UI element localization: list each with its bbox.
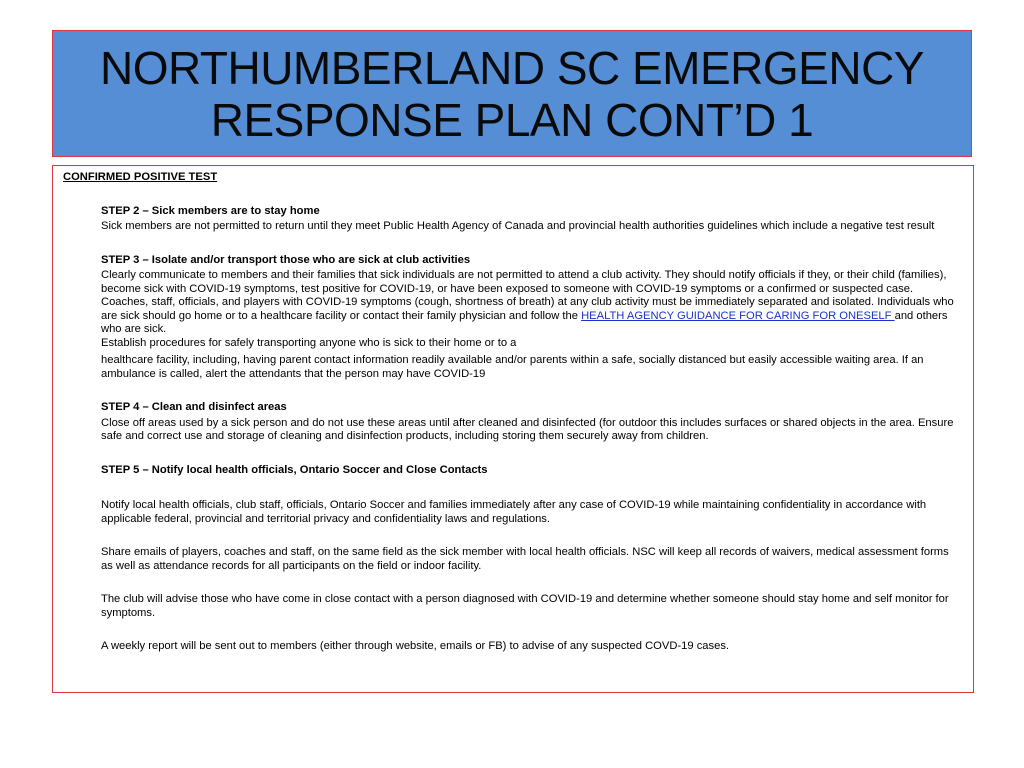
step-2-heading: STEP 2 – Sick members are to stay home xyxy=(101,204,320,217)
step-5-heading: STEP 5 – Notify local health officials, Ontario Soccer and Close Contacts xyxy=(101,463,488,476)
step-3-body-text: Clearly communicate to members and their families that sick individuals are not permitted to attend a club activity. They should notify officials if they, or their child (families), become sick with COVID-19 symptoms, test positive for COVID-19, or have been exposed to someone with COVID-19 symptoms or a confirmed or suspected case. Coaches, staff, officials, and players with COVID-19 symptoms (cough, shortness of breath) at any club activity must be immediately separated and isolated. Individuals who are sick should go home or to a healthcare facility or contact their family physician and follow the xyxy=(101,269,954,322)
step-5-advise-para: The club will advise those who have come in close contact with a person diagnosed with COVID-19 and determine whether someone should stay home and self monitor for symptoms. xyxy=(101,593,949,619)
section-label: CONFIRMED POSITIVE TEST xyxy=(63,171,218,183)
step-2-body: Sick members are not permitted to return until they meet Public Health Agency of Canada and provincial health authorities guidelines which include a negative test result xyxy=(101,220,935,232)
slide-title-line-1: NORTHUMBERLAND SC EMERGENCY xyxy=(100,41,924,94)
step-3-healthcare-para: healthcare facility, including, having parent contact information readily available and/or parents within a safe, socially distanced but easily accessible waiting area. If an ambulance is called, alert the attendants that the person may have COVID-19 xyxy=(101,354,924,380)
health-agency-guidance-link[interactable]: HEALTH AGENCY GUIDANCE FOR CARING FOR ONESELF xyxy=(581,309,895,322)
title-banner xyxy=(52,30,972,157)
step-3-heading: STEP 3 – Isolate and/or transport those who are sick at club activities xyxy=(101,253,471,266)
step-5-weekly-report-para: A weekly report will be sent out to members (either through website, emails or FB) to advise of any suspected COVD-19 cases. xyxy=(101,640,730,652)
step-3-body xyxy=(101,269,957,337)
step-3-body-text-end: and others who are sick. xyxy=(101,309,948,335)
slide-title-line-2: RESPONSE PLAN CONT’D 1 xyxy=(210,93,814,146)
steps-container xyxy=(63,205,961,654)
step-5-share-para: Share emails of players, coaches and staff, on the same field as the sick member with local health officials. NSC will keep all records of waivers, medical assessment forms as well as attendance records for all participants on the field or indoor facility. xyxy=(101,546,949,572)
step-4-heading: STEP 4 – Clean and disinfect areas xyxy=(101,401,287,413)
step-5-notify-para: Notify local health officials, club staff, officials, Ontario Soccer and families immediately after any case of COVID-19 while maintaining confidentiality in accordance with applicable federal, provincial and territorial privacy and confidentiality laws and regulations. xyxy=(101,499,927,525)
step-3-procedures: Establish procedures for safely transporting anyone who is sick to their home or to a xyxy=(101,336,517,349)
step-4-body: Close off areas used by a sick person and do not use these areas until after cleaned and disinfected (for outdoor this includes surfaces or shared objects in the area. Ensure safe and correct use and storage of cleaning and disinfection products, including storing them securely away from children. xyxy=(101,416,954,442)
content-panel xyxy=(52,165,974,693)
